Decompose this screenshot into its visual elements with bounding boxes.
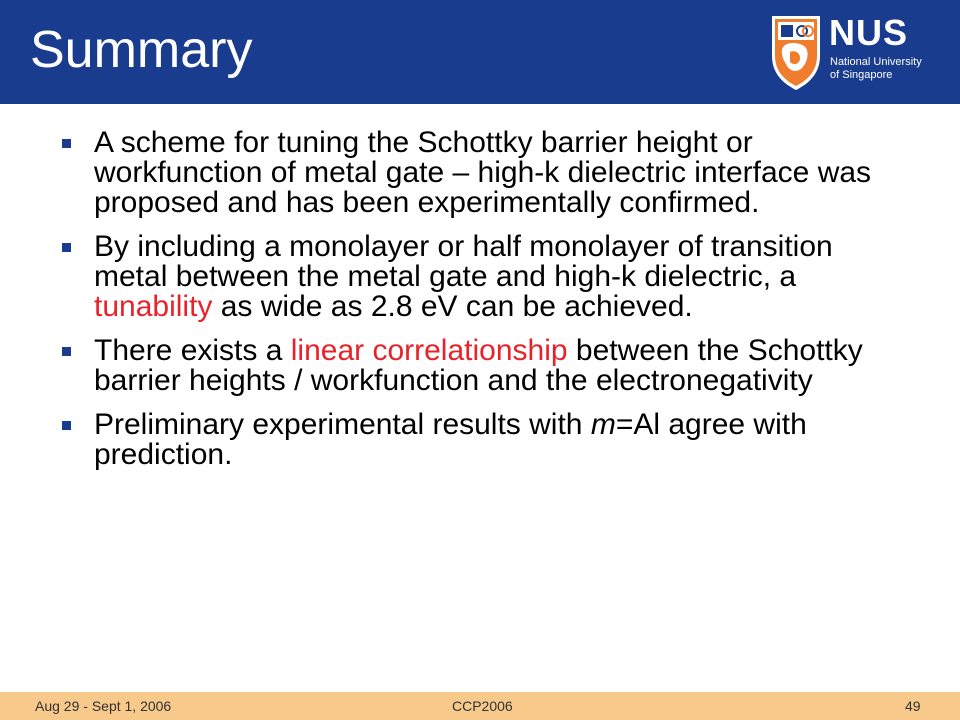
bullet-text: By including a monolayer or half monolayer of transition metal between the metal gate and high-k dielectric, a: [94, 230, 833, 293]
logo-wordmark: NUS: [829, 12, 909, 53]
highlight-text: linear correlationship: [290, 334, 568, 367]
nus-crest-icon: [768, 12, 824, 92]
logo-subtitle-line2: of Singapore: [830, 69, 893, 81]
footer-conference: CCP2006: [452, 698, 513, 714]
footer-bar: [0, 692, 960, 720]
bullet-text: A scheme for tuning the Schottky barrier height or workfunction of metal gate – high-k dielectric interface was proposed and has been experimentally confirmed.: [94, 126, 872, 219]
square-bullet-icon: [62, 139, 71, 148]
bullet-list: [60, 128, 905, 484]
bullet-item: [60, 336, 905, 396]
bullet-item: [60, 232, 905, 322]
highlight-text: tunability: [94, 290, 213, 323]
logo-subtitle: [830, 56, 922, 82]
bullet-text: Preliminary experimental results with: [94, 408, 591, 441]
slide-title: Summary: [30, 21, 253, 79]
logo-subtitle-line1: National University: [830, 56, 922, 68]
bullet-text: There exists a: [94, 334, 291, 367]
footer-page-number: 49: [905, 698, 921, 714]
square-bullet-icon: [62, 347, 71, 356]
bullet-item: [60, 128, 905, 218]
bullet-text: =Al agree with prediction.: [94, 408, 807, 471]
bullet-text: between the Schottky barrier heights / workfunction and the electronegativity: [94, 334, 863, 397]
nus-logo: [768, 10, 948, 94]
bullet-text: as wide as 2.8 eV can be achieved.: [212, 290, 693, 323]
bullet-item: [60, 410, 905, 470]
square-bullet-icon: [62, 243, 71, 252]
footer-date: Aug 29 - Sept 1, 2006: [35, 698, 172, 714]
italic-text: m: [590, 408, 616, 441]
header-bar: [0, 0, 960, 104]
square-bullet-icon: [62, 421, 71, 430]
